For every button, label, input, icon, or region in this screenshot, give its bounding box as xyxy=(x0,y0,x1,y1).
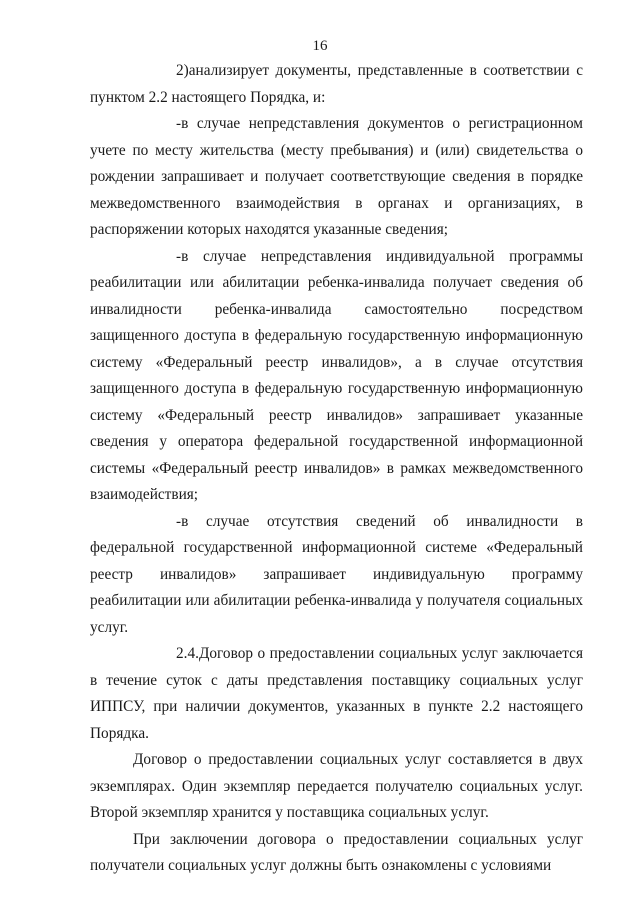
paragraph-text: Договор о предоставлении социальных услуг заключается в течение суток с даты представления поставщику социальных услуг ИППСУ, при наличии документов, указанных в пункте 2.2 настоящего Порядка. xyxy=(90,645,583,742)
paragraph-text: Договор о предоставлении социальных услуг составляется в двух экземплярах. Один экземпляр передается получателю социальных услуг. Второй экземпляр хранится у поставщика социальных услуг. xyxy=(90,751,583,821)
paragraph-text: в случае непредставления индивидуальной программы реабилитации или абилитации ребенка-инвалида получает сведения об инвалидности ребенка-инвалида самостоятельно посредством защищенного доступа в федеральную государственную информационную систему «Федеральный реестр инвалидов», а в случае отсутствия защищенного доступа в федеральную государственную информационную систему «Федеральный реестр инвалидов» запрашивает указанные сведения у оператора федеральной государственной информационной системы «Федеральный реестр инвалидов» в рамках межведомственного взаимодействия; xyxy=(90,247,583,503)
list-marker: - xyxy=(176,512,182,530)
paragraph-contract-copies xyxy=(90,747,583,827)
paragraph-contract-conclusion xyxy=(90,827,583,880)
list-marker: - xyxy=(176,247,182,265)
paragraph-item-2 xyxy=(90,58,583,111)
paragraph-text: в случае отсутствия сведений об инвалидности в федеральной государственной информационной системе «Федеральный реестр инвалидов» запрашивает индивидуальную программу реабилитации или абилитации ребенка-инвалида у получателя социальных услуг. xyxy=(90,512,583,636)
paragraph-bullet-registration xyxy=(90,111,583,244)
paragraph-text: При заключении договора о предоставлении социальных услуг получатели социальных услуг должны быть ознакомлены с условиями xyxy=(90,830,583,874)
paragraph-bullet-rehabilitation xyxy=(90,244,583,509)
paragraph-text: анализирует документы, представленные в соответствии с пунктом 2.2 настоящего Порядка, и: xyxy=(90,62,583,106)
page-number: 16 xyxy=(312,38,328,54)
list-marker: - xyxy=(176,115,182,132)
paragraph-text: в случае непредставления документов о регистрационном учете по месту жительства (месту пребывания) и (или) свидетельства о рождении запрашивает и получает соответствующие сведения в порядке межведомственного взаимодействия в органах и организациях, в распоряжении которых находятся указанные сведения; xyxy=(90,115,583,238)
list-marker: 2) xyxy=(176,62,189,79)
document-body xyxy=(90,58,583,880)
paragraph-bullet-no-disability-data xyxy=(90,509,583,642)
section-number: 2.4. xyxy=(176,645,199,662)
paragraph-section-2-4 xyxy=(90,641,583,747)
